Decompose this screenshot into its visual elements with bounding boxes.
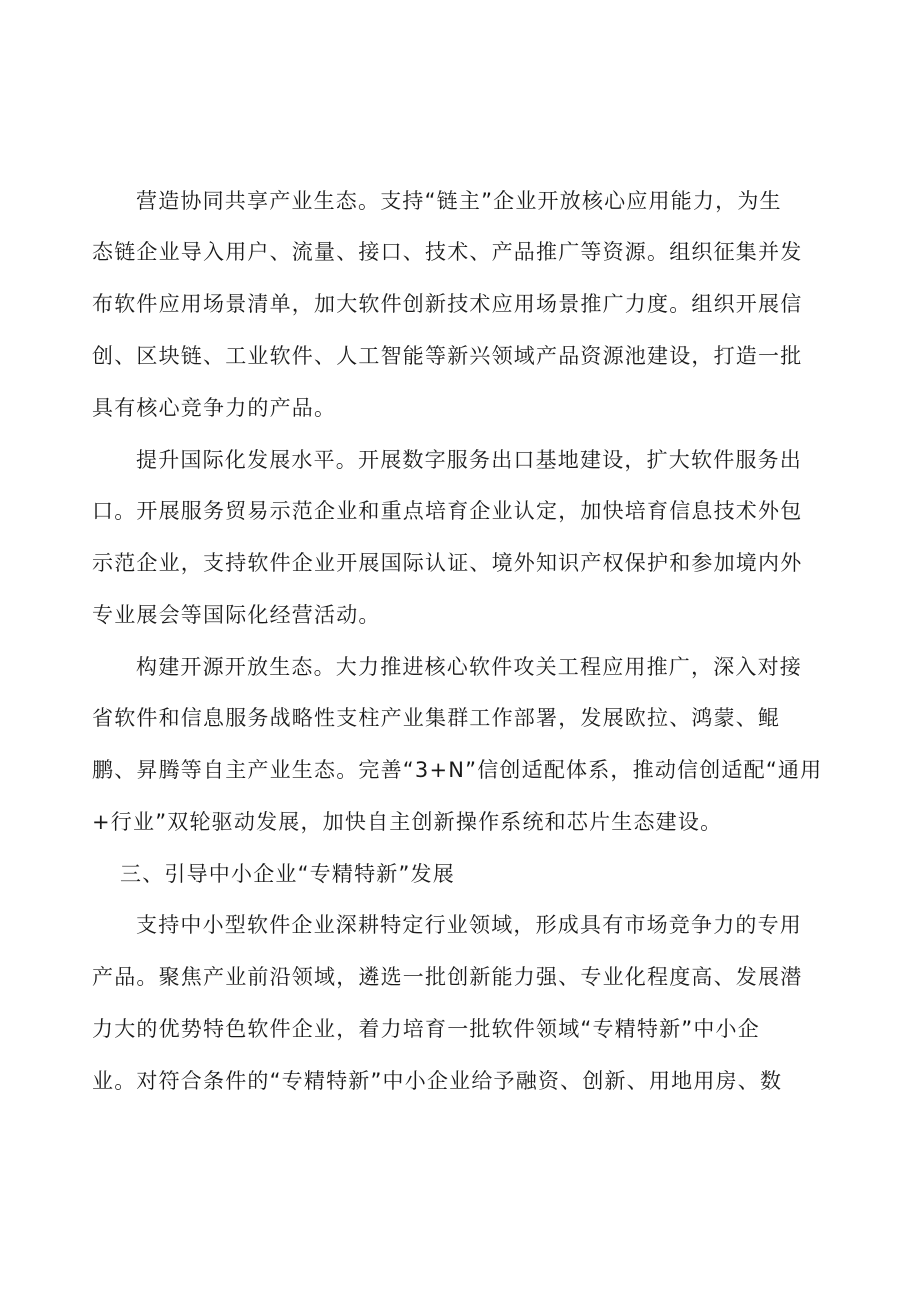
paragraph-line: 布软件应用场景清单，加大软件创新技术应用场景推广力度。组织开展信: [92, 292, 803, 316]
paragraph-line: 专业展会等国际化经营活动。: [92, 603, 381, 627]
paragraph-line: 示范企业，支持软件企业开展国际认证、境外知识产权保护和参加境内外: [92, 551, 803, 575]
paragraph-line: 支持中小型软件企业深耕特定行业领域，形成具有市场竞争力的专用: [136, 913, 802, 937]
paragraph-line: 力大的优势特色软件企业，着力培育一批软件领域“专精特新”中小企: [92, 1017, 760, 1041]
paragraph-line: 业。对符合条件的“专精特新”中小企业给予融资、创新、用地用房、数: [92, 1069, 783, 1093]
paragraph-line: 鹏、昇腾等自主产业生态。完善“3+N”信创适配体系，推动信创适配“通用: [92, 758, 823, 782]
paragraph-line: 态链企业导入用户、流量、接口、技术、产品推广等资源。组织征集并发: [92, 240, 803, 264]
section-heading: 三、引导中小企业“专精特新”发展: [120, 862, 455, 886]
paragraph-line: 省软件和信息服务战略性支柱产业集群工作部署，发展欧拉、鸿蒙、鲲: [92, 706, 781, 730]
paragraph-line: 具有核心竞争力的产品。: [92, 396, 337, 420]
paragraph-line: 提升国际化发展水平。开展数字服务出口基地建设，扩大软件服务出: [136, 448, 802, 472]
paragraph-line: 创、区块链、工业软件、人工智能等新兴领域产品资源池建设，打造一批: [92, 344, 803, 368]
paragraph-line: 口。开展服务贸易示范企业和重点培育企业认定，加快培育信息技术外包: [92, 499, 803, 523]
paragraph-line: 产品。聚焦产业前沿领域，遴选一批创新能力强、专业化程度高、发展潜: [92, 965, 803, 989]
paragraph-line: 营造协同共享产业生态。支持“链主”企业开放核心应用能力，为生: [136, 189, 782, 213]
paragraph-line: +行业”双轮驱动发展，加快自主创新操作系统和芯片生态建设。: [92, 810, 723, 834]
paragraph-line: 构建开源开放生态。大力推进核心软件攻关工程应用推广，深入对接: [136, 655, 802, 679]
